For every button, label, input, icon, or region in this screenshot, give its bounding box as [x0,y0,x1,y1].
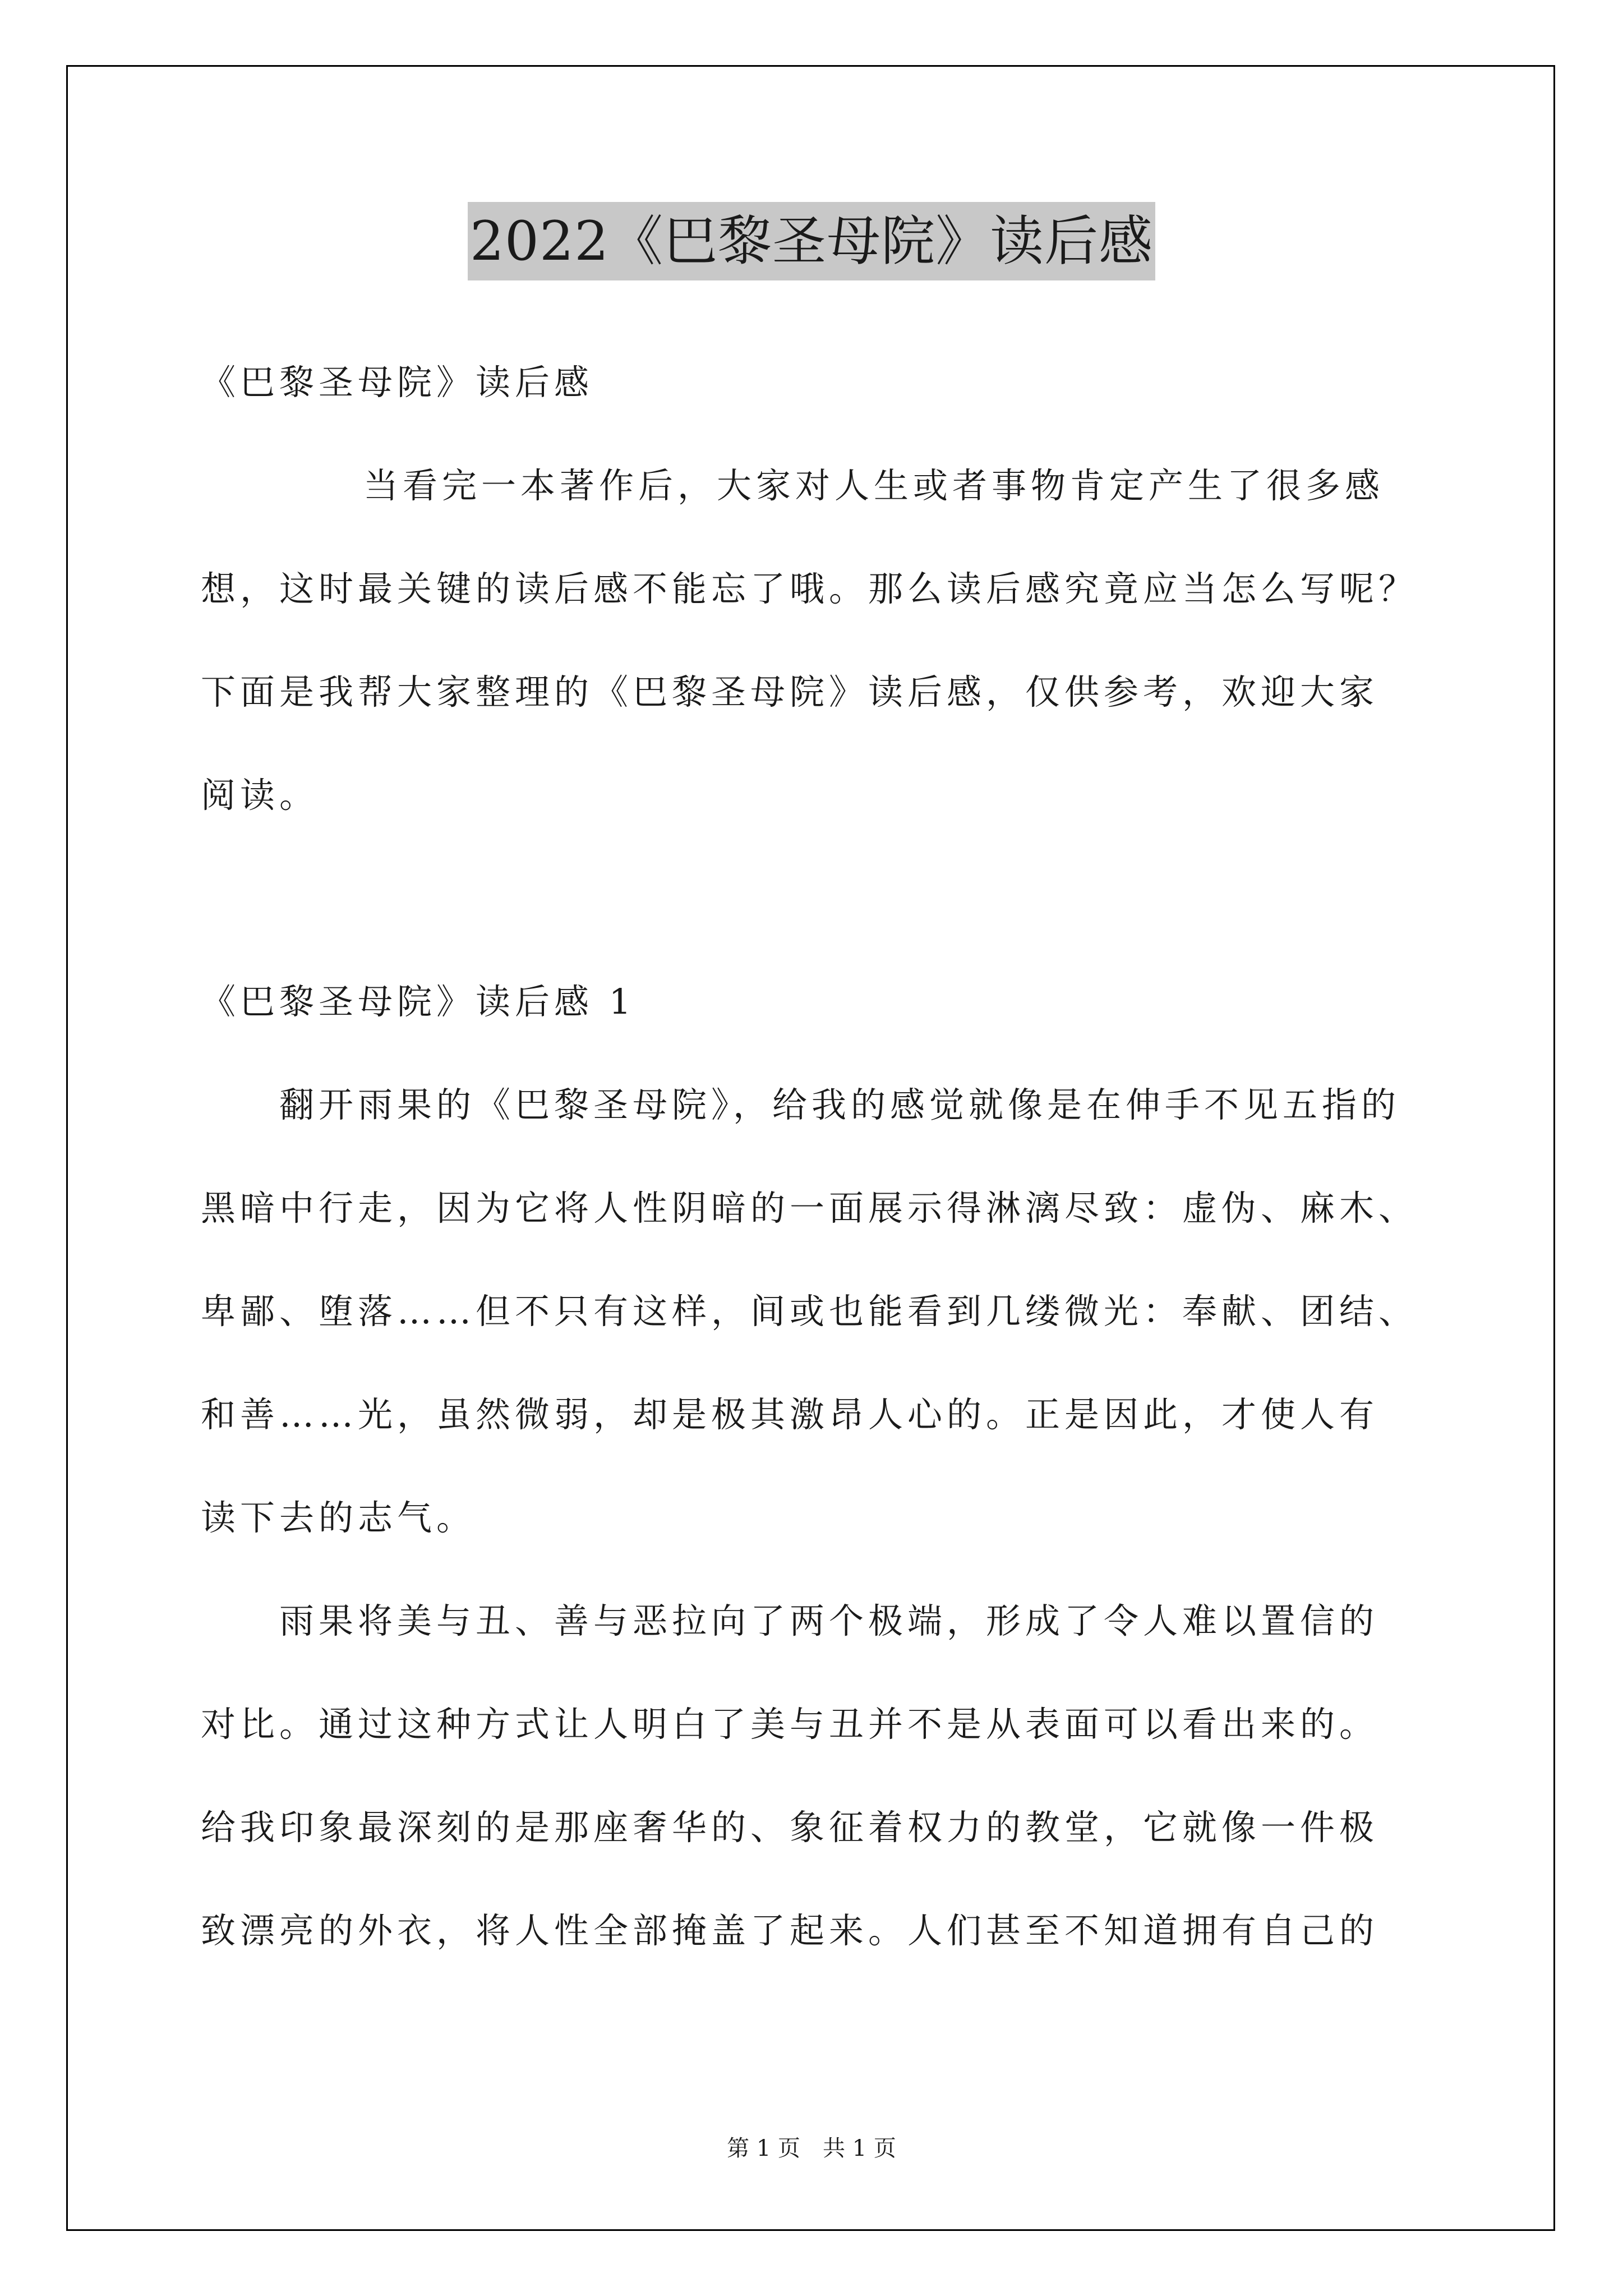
paragraph-line: 给我印象最深刻的是那座奢华的、象征着权力的教堂，它就像一件极 [201,1807,1379,1848]
paragraph-line: 致漂亮的外衣，将人性全部掩盖了起来。人们甚至不知道拥有自己的 [201,1910,1379,1951]
title-container [0,202,1623,280]
page-total: 共 1 页 [823,2136,896,2161]
intro-line: 想，这时最关键的读后感不能忘了哦。那么读后感究竟应当怎么写呢？ [201,568,1418,609]
paragraph-line: 对比。通过这种方式让人明白了美与丑并不是从表面可以看出来的。 [201,1704,1379,1745]
paragraph-line: 卑鄙、堕落……但不只有这样，间或也能看到几缕微光：奉献、团结、 [201,1291,1418,1332]
section-heading: 《巴黎圣母院》读后感 1 [201,981,636,1022]
spacer [201,847,1457,950]
paragraph-line: 读下去的志气。 [201,1497,476,1538]
page-number: 第 1 页 [727,2136,800,2161]
document-title: 2022《巴黎圣母院》读后感 [468,202,1155,280]
intro-line: 下面是我帮大家整理的《巴黎圣母院》读后感，仅供参考，欢迎大家 [201,671,1379,712]
subtitle: 《巴黎圣母院》读后感 [201,362,594,403]
page-footer [0,2132,1623,2165]
document-body [201,331,1457,1982]
intro-line: 当看完一本著作后，大家对人生或者事物肯定产生了很多感 [363,465,1385,506]
paragraph-line: 翻开雨果的《巴黎圣母院》，给我的感觉就像是在伸手不见五指的 [279,1084,1401,1125]
paragraph-line: 雨果将美与丑、善与恶拉向了两个极端，形成了令人难以置信的 [279,1600,1379,1641]
paragraph-line: 黑暗中行走，因为它将人性阴暗的一面展示得淋漓尽致：虚伪、麻木、 [201,1188,1418,1228]
paragraph-line: 和善……光，虽然微弱，却是极其激昂人心的。正是因此，才使人有 [201,1394,1379,1435]
intro-line: 阅读。 [201,775,319,816]
